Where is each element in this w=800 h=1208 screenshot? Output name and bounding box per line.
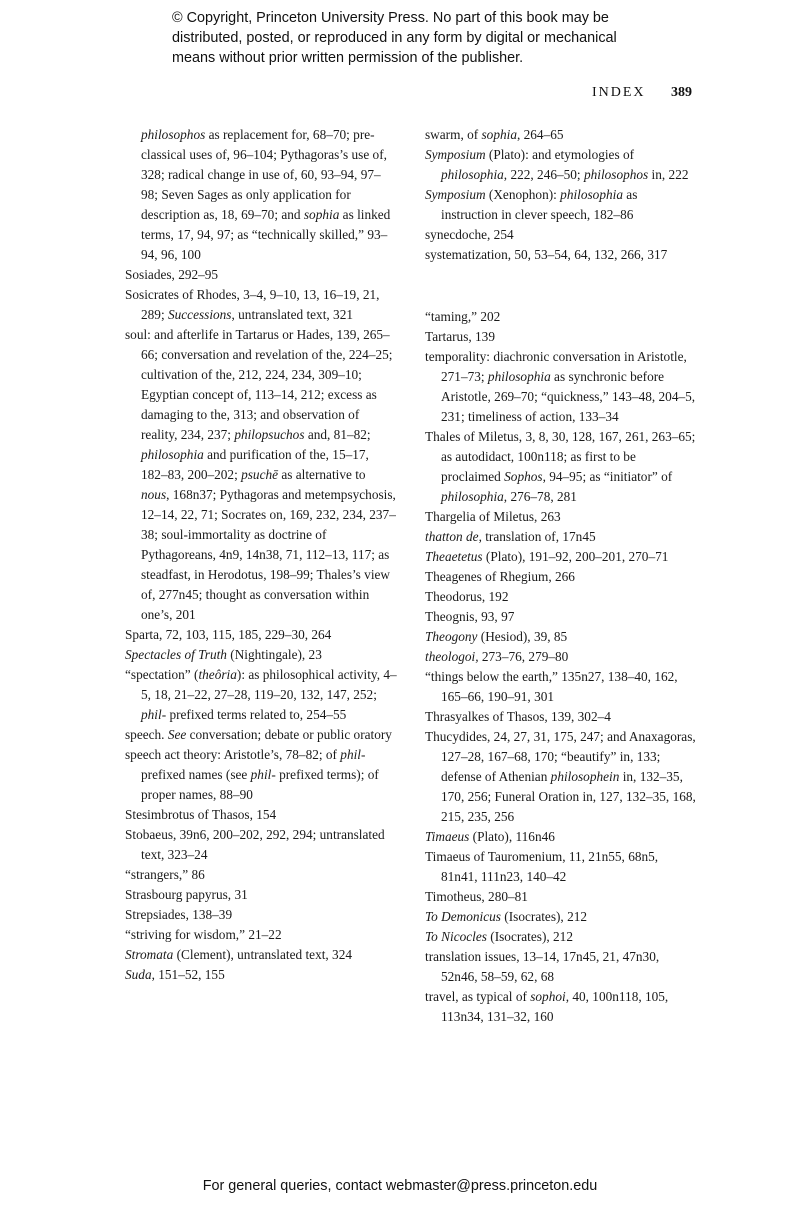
index-entry: Sosiades, 292–95	[125, 267, 219, 282]
index-entry: “spectation” (theôria): as philosophical activity, 4–5, 18, 21–22, 27–28, 119–20, 132, 147, 252; phil- prefixed terms related to, 254–55	[125, 667, 397, 722]
copyright-line-2: distributed, posted, or reproduced in any form by digital or mechanical	[172, 30, 617, 46]
index-entry: Timotheus, 280–81	[425, 889, 528, 904]
index-entry: Theogony (Hesiod), 39, 85	[425, 629, 568, 644]
footer-contact: For general queries, contact webmaster@press.princeton.edu	[202, 1178, 598, 1194]
running-head	[592, 84, 692, 102]
index-column-right	[425, 125, 697, 1027]
index-entry: systematization, 50, 53–54, 64, 132, 266, 317	[425, 247, 668, 262]
index-entry: speech. See conversation; debate or public oratory	[125, 727, 392, 742]
index-entry: translation issues, 13–14, 17n45, 21, 47n30, 52n46, 58–59, 62, 68	[425, 949, 660, 984]
index-entry: Thrasyalkes of Thasos, 139, 302–4	[425, 709, 611, 724]
index-entry: Timaeus (Plato), 116n46	[425, 829, 555, 844]
index-entry: Sosicrates of Rhodes, 3–4, 9–10, 13, 16–19, 21, 289; Successions, untranslated text, 321	[125, 287, 380, 322]
copyright-line-3: means without prior written permission of the publisher.	[172, 50, 524, 66]
index-entry: Thucydides, 24, 27, 31, 175, 247; and Anaxagoras, 127–28, 167–68, 170; “beautify” in, 133; defense of Athenian philosophein in, 132–35, 170, 256; Funeral Oration in, 127, 132–35, 168, 215, 235, 256	[425, 729, 696, 824]
copyright-line-1: © Copyright, Princeton University Press. No part of this book may be	[172, 10, 609, 26]
index-entry: Theaetetus (Plato), 191–92, 200–201, 270–71	[425, 549, 669, 564]
page-number: 389	[671, 85, 692, 100]
index-entry: Strasbourg papyrus, 31	[125, 887, 248, 902]
index-column-left	[125, 125, 397, 985]
index-entry: temporality: diachronic conversation in Aristotle, 271–73; philosophia as synchronic before Aristotle, 269–70; “quickness,” 143–48, 204–5, 231; timeliness of action, 133–34	[425, 349, 696, 424]
index-group-s	[425, 125, 697, 265]
index-entry: To Nicocles (Isocrates), 212	[425, 929, 573, 944]
index-entry: speech act theory: Aristotle’s, 78–82; of phil- prefixed names (see phil- prefixed terms); of proper names, 88–90	[125, 747, 379, 802]
index-entry: Thargelia of Miletus, 263	[425, 509, 561, 524]
index-entry: Sparta, 72, 103, 115, 185, 229–30, 264	[125, 627, 332, 642]
index-entry: To Demonicus (Isocrates), 212	[425, 909, 588, 924]
index-entry: “taming,” 202	[425, 309, 501, 324]
index-entry: Theagenes of Rhegium, 266	[425, 569, 575, 584]
index-entry: Theognis, 93, 97	[425, 609, 515, 624]
index-entry: synecdoche, 254	[425, 227, 514, 242]
index-entry: Theodorus, 192	[425, 589, 509, 604]
index-entry: Stobaeus, 39n6, 200–202, 292, 294; untranslated text, 323–24	[125, 827, 385, 862]
index-entry: swarm, of sophia, 264–65	[425, 127, 564, 142]
index-entry: theologoi, 273–76, 279–80	[425, 649, 569, 664]
index-entry: Suda, 151–52, 155	[125, 967, 225, 982]
index-entry: soul: and afterlife in Tartarus or Hades, 139, 265–66; conversation and revelation of the, 224–25; cultivation of the, 212, 224, 234, 309–10; Egyptian concept of, 113–14, 212; excess as damaging to the, 313; and observation of reality, 234, 237; philopsuchos and, 81–82; philosophia and purification of the, 15–17, 182–83, 200–202; psuchē as alternative to nous, 168n37; Pythagoras and metempsychosis, 12–14, 22, 71; Socrates on, 169, 232, 234, 237–38; soul-immortality as doctrine of Pythagoreans, 4n9, 14n38, 71, 112–13, 117; as steadfast, in Herodotus, 198–99; Thales’s view of, 277n45; thought as conversation within one’s, 201	[125, 327, 396, 622]
index-entry: Timaeus of Tauromenium, 11, 21n55, 68n5, 81n41, 111n23, 140–42	[425, 849, 659, 884]
index-entry: Stesimbrotus of Thasos, 154	[125, 807, 277, 822]
copyright-notice	[172, 8, 692, 68]
index-entry: Tartarus, 139	[425, 329, 495, 344]
index-entry: Strepsiades, 138–39	[125, 907, 233, 922]
index-entry: philosophos as replacement for, 68–70; pre-classical uses of, 96–104; Pythagoras’s use of, 328; radical change in use of, 60, 93–94, 97–98; Seven Sages as only application for description as, 18, 69–70; and sophia as linked terms, 17, 94, 97; as “technically skilled,” 93–94, 96, 100	[141, 127, 391, 262]
index-group-t	[425, 307, 697, 1027]
index-entry: Spectacles of Truth (Nightingale), 23	[125, 647, 322, 662]
index-entry: travel, as typical of sophoi, 40, 100n118, 105, 113n34, 131–32, 160	[425, 989, 669, 1024]
letter-group-gap	[425, 265, 697, 307]
index-entry: “strangers,” 86	[125, 867, 205, 882]
index-entry: “things below the earth,” 135n27, 138–40, 162, 165–66, 190–91, 301	[425, 669, 678, 704]
index-entry: thatton de, translation of, 17n45	[425, 529, 596, 544]
running-head-title: INDEX	[591, 85, 646, 100]
index-entry: Stromata (Clement), untranslated text, 324	[125, 947, 353, 962]
index-entry: Symposium (Plato): and etymologies of philosophia, 222, 246–50; philosophos in, 222	[425, 147, 689, 182]
index-entry: Symposium (Xenophon): philosophia as instruction in clever speech, 182–86	[425, 187, 638, 222]
index-entry: “striving for wisdom,” 21–22	[125, 927, 282, 942]
index-entry: Thales of Miletus, 3, 8, 30, 128, 167, 261, 263–65; as autodidact, 100n118; as first to be proclaimed Sophos, 94–95; as “initiator” of philosophia, 276–78, 281	[425, 429, 696, 504]
